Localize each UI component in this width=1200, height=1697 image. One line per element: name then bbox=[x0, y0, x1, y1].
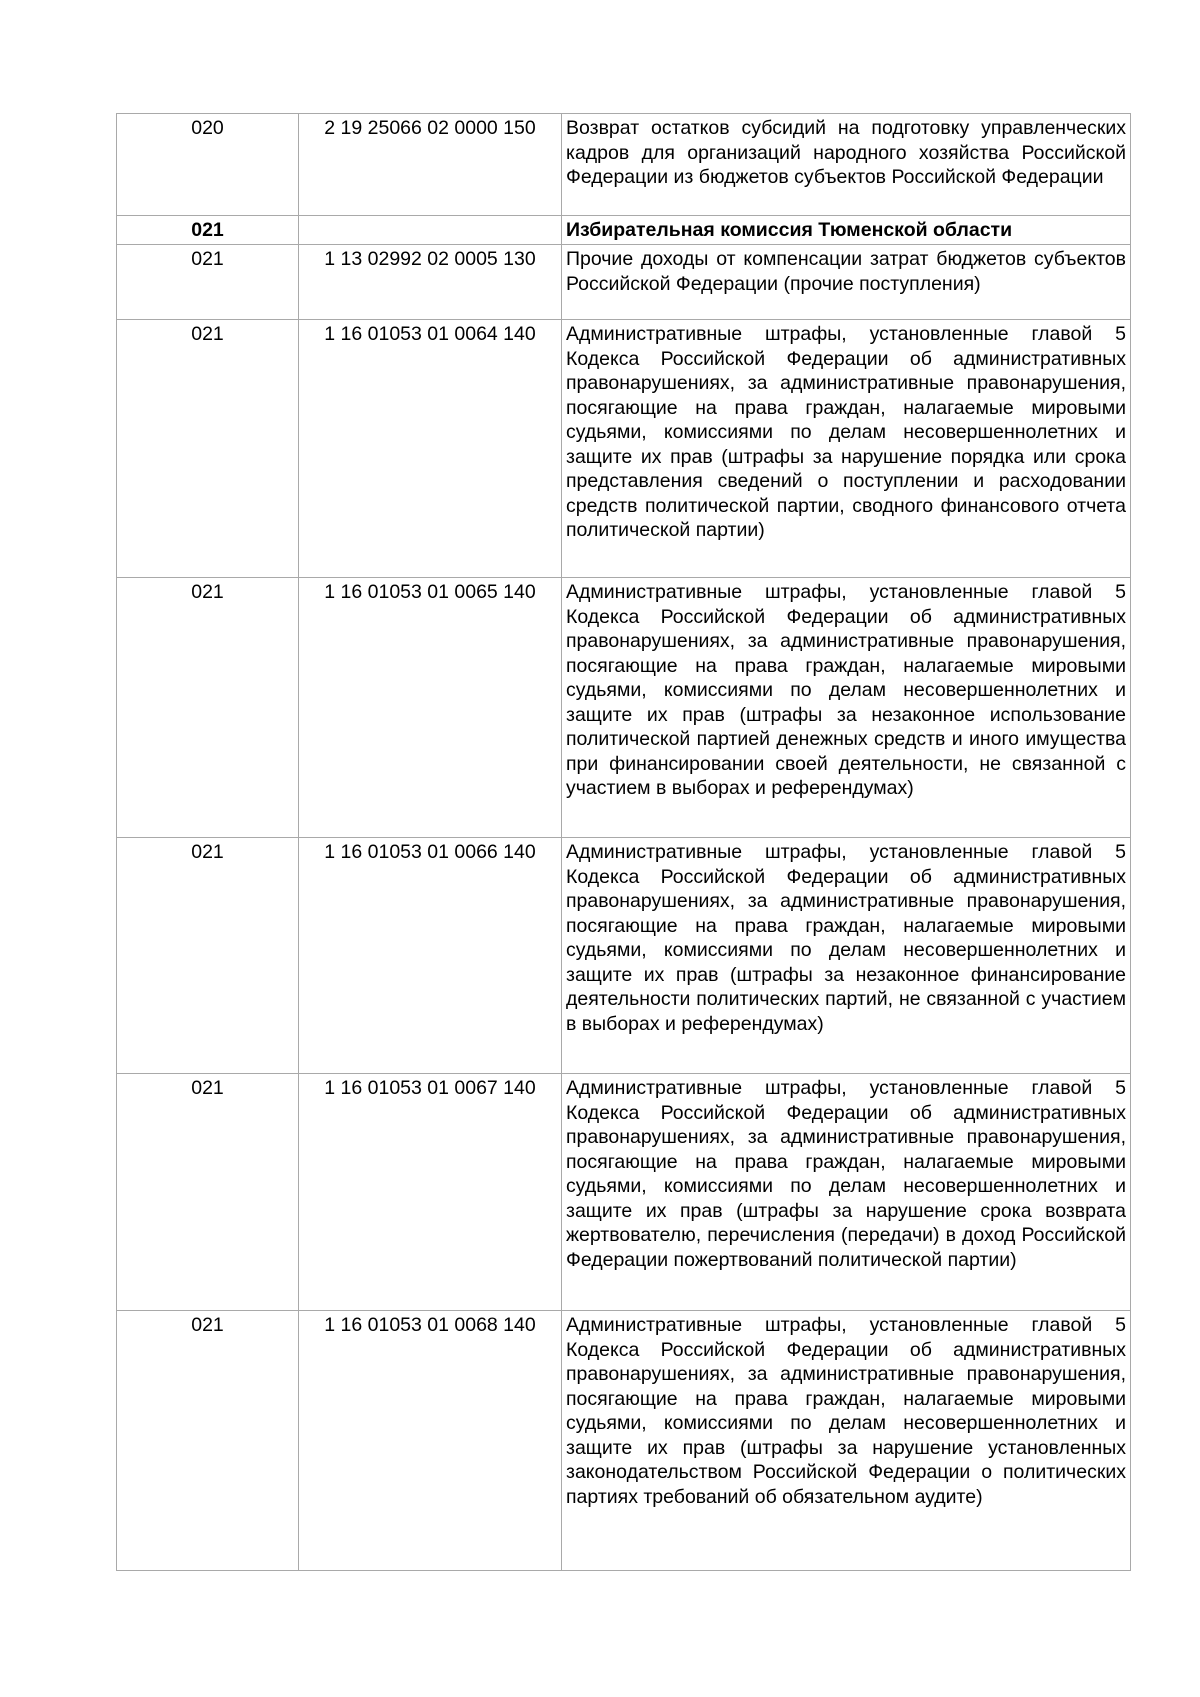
budget-classification-code-cell bbox=[299, 216, 562, 245]
budget-classification-code-cell: 1 16 01053 01 0068 140 bbox=[299, 1311, 562, 1571]
budget-classification-code-cell: 2 19 25066 02 0000 150 bbox=[299, 114, 562, 216]
revenue-name-cell: Административные штрафы, установленные главой 5 Кодекса Российской Федерации об административных правонарушениях, за административные правонарушения, посягающие на права граждан, налагаемые мировыми судьями, комиссиями по делам несовершеннолетних и защите их прав (штрафы за незаконное использование политической партией денежных средств и иного имущества при финансировании своей деятельности, не связанной с участием в выборах и референдумах) bbox=[562, 578, 1131, 838]
table-row bbox=[117, 114, 1131, 216]
revenue-name-cell: Административные штрафы, установленные главой 5 Кодекса Российской Федерации об административных правонарушениях, за административные правонарушения, посягающие на права граждан, налагаемые мировыми судьями, комиссиями по делам несовершеннолетних и защите их прав (штрафы за незаконное финансирование деятельности политических партий, не связанной с участием в выборах и референдумах) bbox=[562, 838, 1131, 1074]
revenue-name-cell: Возврат остатков субсидий на подготовку управленческих кадров для организаций народного хозяйства Российской Федерации из бюджетов субъектов Российской Федерации bbox=[562, 114, 1131, 216]
administrator-code-cell: 021 bbox=[117, 1311, 299, 1571]
administrator-code-cell: 021 bbox=[117, 245, 299, 320]
revenue-name-cell: Административные штрафы, установленные главой 5 Кодекса Российской Федерации об административных правонарушениях, за административные правонарушения, посягающие на права граждан, налагаемые мировыми судьями, комиссиями по делам несовершеннолетних и защите их прав (штрафы за нарушение порядка или срока представления сведений о поступлении и расходовании средств политической партии, сводного финансового отчета политической партии) bbox=[562, 320, 1131, 578]
administrator-code-cell: 021 bbox=[117, 1074, 299, 1311]
table-row bbox=[117, 1311, 1131, 1571]
table-section-header-row bbox=[117, 216, 1131, 245]
budget-classification-code-cell: 1 16 01053 01 0066 140 bbox=[299, 838, 562, 1074]
table-row bbox=[117, 320, 1131, 578]
revenue-codes-table bbox=[116, 113, 1131, 1571]
revenue-name-cell: Административные штрафы, установленные главой 5 Кодекса Российской Федерации об административных правонарушениях, за административные правонарушения, посягающие на права граждан, налагаемые мировыми судьями, комиссиями по делам несовершеннолетних и защите их прав (штрафы за нарушение установленных законодательством Российской Федерации о политических партиях требований об обязательном аудите) bbox=[562, 1311, 1131, 1571]
revenue-name-cell: Прочие доходы от компенсации затрат бюджетов субъектов Российской Федерации (прочие поступления) bbox=[562, 245, 1131, 320]
administrator-code-cell: 021 bbox=[117, 320, 299, 578]
table-row bbox=[117, 1074, 1131, 1311]
table-row bbox=[117, 578, 1131, 838]
administrator-code-cell: 021 bbox=[117, 216, 299, 245]
budget-classification-code-cell: 1 13 02992 02 0005 130 bbox=[299, 245, 562, 320]
administrator-code-cell: 021 bbox=[117, 578, 299, 838]
revenue-name-cell: Административные штрафы, установленные главой 5 Кодекса Российской Федерации об административных правонарушениях, за административные правонарушения, посягающие на права граждан, налагаемые мировыми судьями, комиссиями по делам несовершеннолетних и защите их прав (штрафы за нарушение срока возврата жертвователю, перечисления (передачи) в доход Российской Федерации пожертвований политической партии) bbox=[562, 1074, 1131, 1311]
budget-classification-code-cell: 1 16 01053 01 0064 140 bbox=[299, 320, 562, 578]
table-row bbox=[117, 838, 1131, 1074]
administrator-code-cell: 020 bbox=[117, 114, 299, 216]
budget-classification-code-cell: 1 16 01053 01 0065 140 bbox=[299, 578, 562, 838]
budget-classification-code-cell: 1 16 01053 01 0067 140 bbox=[299, 1074, 562, 1311]
table-row bbox=[117, 245, 1131, 320]
table-body bbox=[117, 114, 1131, 1571]
administrator-code-cell: 021 bbox=[117, 838, 299, 1074]
revenue-name-cell: Избирательная комиссия Тюменской области bbox=[562, 216, 1131, 245]
